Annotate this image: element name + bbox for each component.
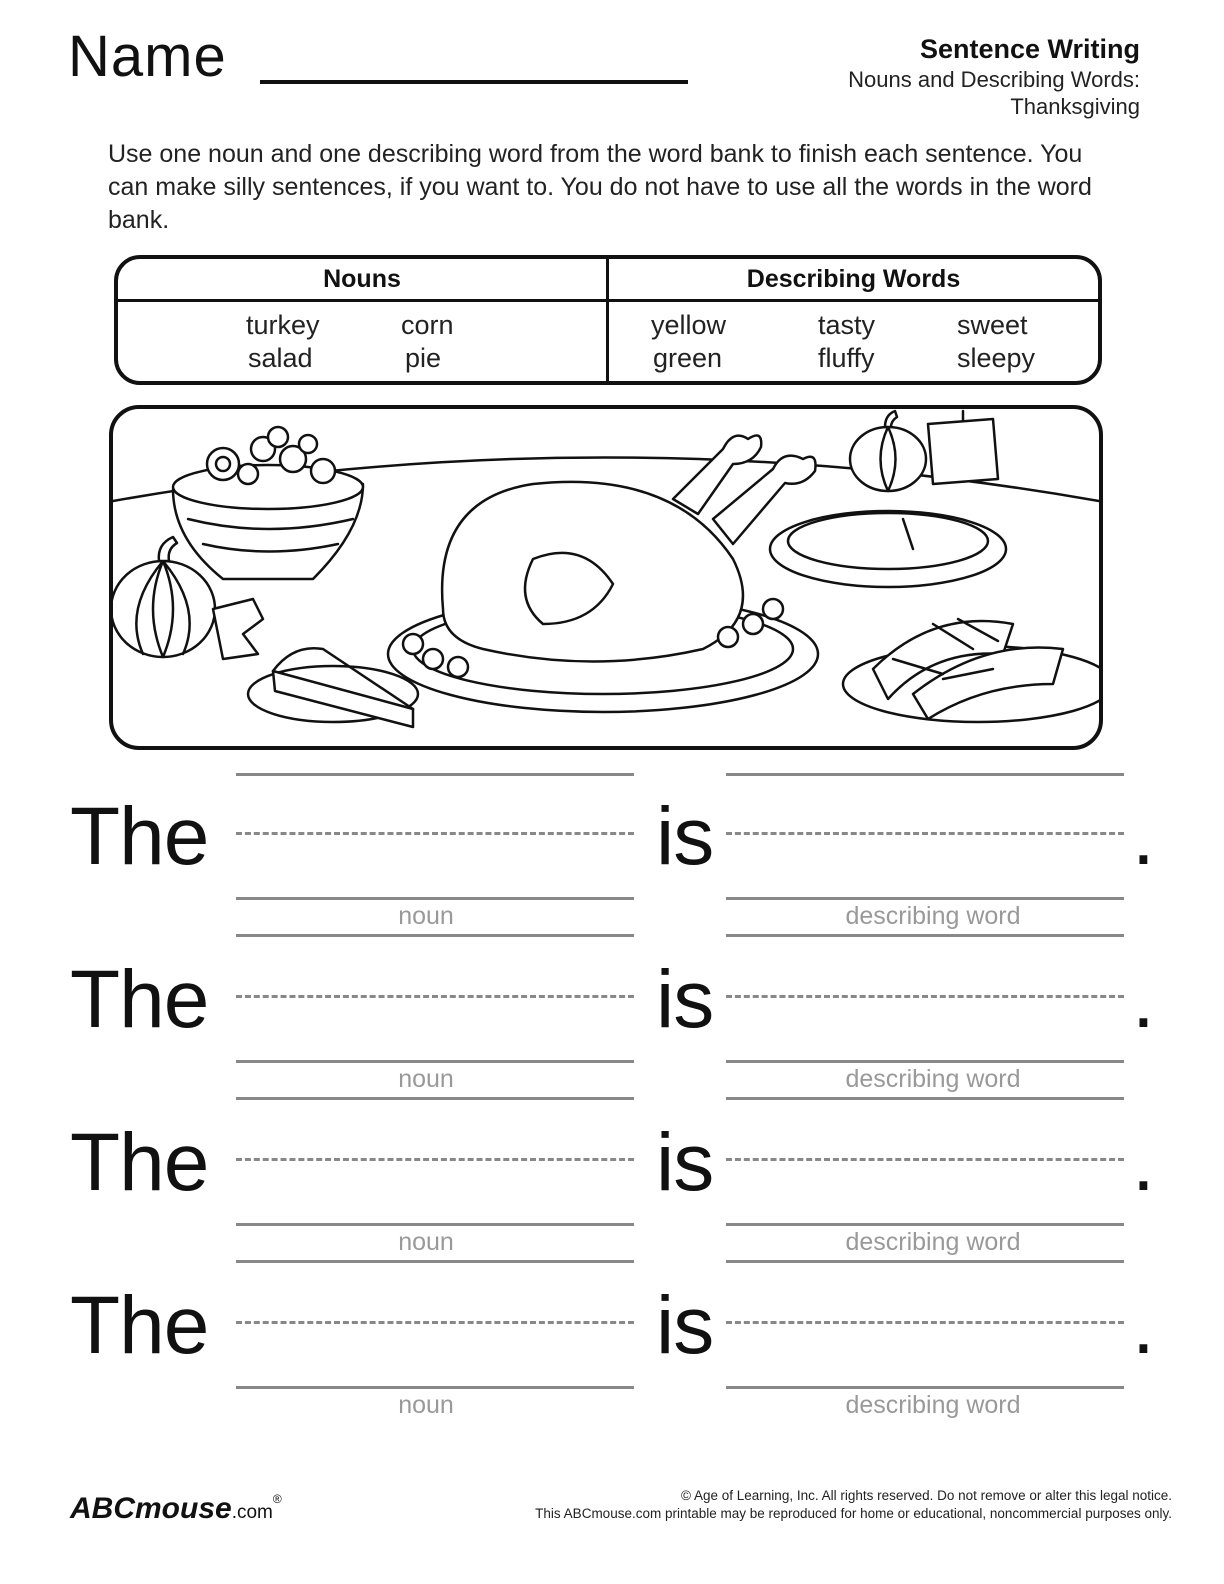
noun-word: corn bbox=[401, 310, 454, 340]
noun-word: salad bbox=[248, 343, 313, 373]
describing-word: fluffy bbox=[818, 343, 875, 373]
sentence-middle: is bbox=[656, 954, 714, 1045]
worksheet-subtitle-2: Thanksgiving bbox=[1010, 94, 1140, 119]
worksheet-header bbox=[848, 32, 1140, 120]
describing-hint: describing word bbox=[845, 1065, 1021, 1093]
describing-word: sleepy bbox=[957, 343, 1036, 373]
noun-hint: noun bbox=[398, 902, 454, 930]
pumpkin-right bbox=[850, 411, 998, 491]
sentence-row bbox=[0, 933, 1224, 1095]
sentence-start: The bbox=[70, 954, 209, 1045]
abcmouse-logo bbox=[70, 1492, 282, 1526]
noun-hint: noun bbox=[398, 1391, 454, 1419]
describing-word: sweet bbox=[957, 310, 1028, 340]
sentence-end: . bbox=[1132, 954, 1155, 1045]
describing-midline bbox=[726, 832, 1124, 835]
noun-word: pie bbox=[405, 343, 442, 373]
turkey-platter bbox=[388, 435, 818, 712]
legal-line-1: © Age of Learning, Inc. All rights reserved. Do not remove or alter this legal notice. bbox=[681, 1488, 1172, 1503]
legal-line-2: This ABCmouse.com printable may be reproduced for home or educational, noncommercial purposes only. bbox=[535, 1506, 1172, 1521]
sentence-start: The bbox=[70, 791, 209, 882]
whole-pie bbox=[770, 511, 1006, 587]
noun-baseline bbox=[236, 1386, 634, 1389]
name-label: Name bbox=[68, 24, 227, 89]
noun-word: turkey bbox=[246, 310, 320, 340]
logo-suffix: .com bbox=[231, 1502, 273, 1523]
describing-baseline bbox=[726, 1060, 1124, 1063]
noun-writing-line[interactable] bbox=[236, 773, 634, 776]
word-bank-header-rule bbox=[118, 299, 1098, 302]
noun-midline bbox=[236, 832, 634, 835]
describing-midline[interactable] bbox=[726, 1158, 1124, 1161]
sentence-middle: is bbox=[656, 1117, 714, 1208]
describing-hint: describing word bbox=[845, 1391, 1021, 1419]
noun-midline[interactable] bbox=[236, 1158, 634, 1161]
describing-hint: describing word bbox=[845, 1228, 1021, 1256]
corn-plate bbox=[843, 619, 1099, 722]
describing-hint: describing word bbox=[845, 902, 1021, 930]
noun-midline[interactable] bbox=[236, 995, 634, 998]
worksheet-subtitle-1: Nouns and Describing Words: bbox=[848, 67, 1140, 92]
sentence-end: . bbox=[1132, 791, 1155, 882]
legal-notice bbox=[535, 1487, 1172, 1523]
sentence-end: . bbox=[1132, 1280, 1155, 1371]
sentence-end: . bbox=[1132, 1117, 1155, 1208]
sentence-row bbox=[0, 1096, 1224, 1258]
registered-mark: ® bbox=[272, 1492, 282, 1506]
nouns-heading: Nouns bbox=[323, 265, 401, 293]
sentence-start: The bbox=[70, 1117, 209, 1208]
thanksgiving-illustration bbox=[109, 405, 1103, 750]
sentence-start: The bbox=[70, 1280, 209, 1371]
thanksgiving-feast-drawing bbox=[113, 409, 1099, 746]
describing-baseline bbox=[726, 1223, 1124, 1226]
instructions: Use one noun and one describing word from the word bank to finish each sentence. You can make silly sentences, if you want to. You do not have to use all the words in the word bank. bbox=[108, 140, 1092, 234]
noun-midline[interactable] bbox=[236, 1321, 634, 1324]
describing-word: green bbox=[653, 343, 723, 373]
noun-baseline bbox=[236, 897, 634, 900]
noun-baseline bbox=[236, 1060, 634, 1063]
logo-text: ABCmouse bbox=[70, 1492, 232, 1525]
sentence-row bbox=[0, 1259, 1224, 1421]
noun-hint: noun bbox=[398, 1228, 454, 1256]
describing-writing-line[interactable] bbox=[726, 773, 1124, 776]
salad-bowl bbox=[173, 427, 363, 579]
sentence-row bbox=[0, 770, 1224, 932]
describing-word: tasty bbox=[818, 310, 876, 340]
describing-words-heading: Describing Words bbox=[746, 265, 961, 293]
describing-baseline bbox=[726, 1386, 1124, 1389]
word-bank bbox=[114, 255, 1102, 385]
sentence-middle: is bbox=[656, 1280, 714, 1371]
noun-baseline bbox=[236, 1223, 634, 1226]
describing-midline[interactable] bbox=[726, 995, 1124, 998]
noun-hint: noun bbox=[398, 1065, 454, 1093]
describing-baseline bbox=[726, 897, 1124, 900]
describing-midline[interactable] bbox=[726, 1321, 1124, 1324]
worksheet-title: Sentence Writing bbox=[919, 34, 1140, 64]
sentence-middle: is bbox=[656, 791, 714, 882]
name-input-line[interactable] bbox=[260, 80, 688, 84]
describing-word: yellow bbox=[651, 310, 727, 340]
